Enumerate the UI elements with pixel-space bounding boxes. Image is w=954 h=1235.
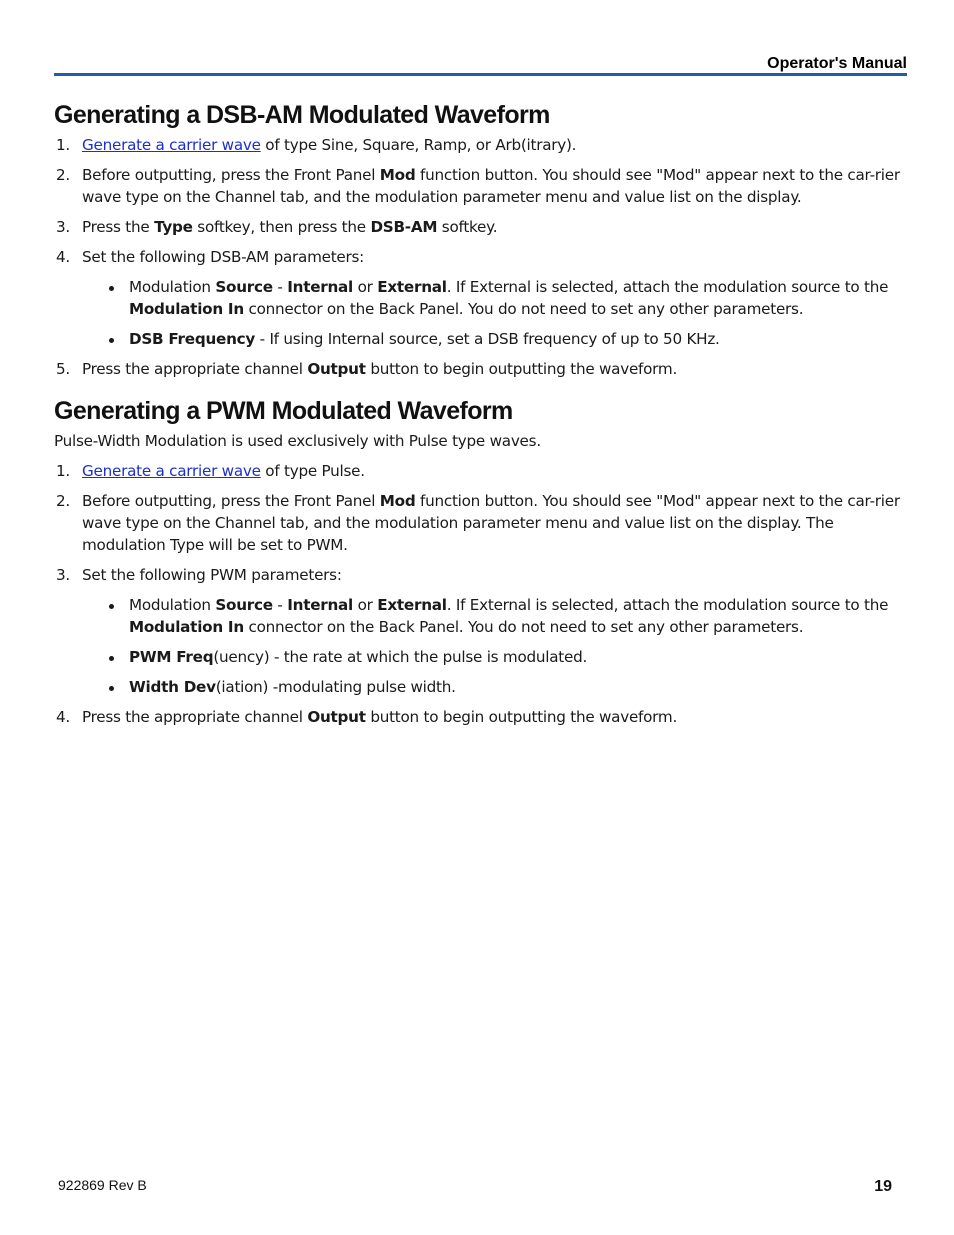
step-number: 1. — [56, 462, 70, 480]
list-item: 4. Set the following DSB-AM parameters: Modulation Source - Internal or External. If External is selected, attach the modulation source to the Modulation In connector on the Back Panel. You do not need to set any other parameters. DSB Frequency - If using Internal source, set a DSB frequency of up to 50 KHz. — [54, 246, 907, 350]
dsb-am-steps — [54, 134, 907, 380]
step-number: 1. — [56, 136, 70, 154]
step-number: 2. — [56, 166, 70, 184]
footer-page-number: 19 — [874, 1178, 892, 1195]
header-title: Operator's Manual — [767, 55, 907, 72]
pwm-intro: Pulse-Width Modulation is used exclusively with Pulse type waves. — [54, 432, 541, 450]
step-number: 3. — [56, 218, 70, 236]
list-item: 3. Set the following PWM parameters: Modulation Source - Internal or External. If External is selected, attach the modulation source to the Modulation In connector on the Back Panel. You do not need to set any other parameters. PWM Freq(uency) - the rate at which the pulse is modulated. Width Dev(iation) -modulating pulse width. — [54, 564, 907, 698]
page-content — [54, 96, 907, 736]
list-item: 3. Press the Type softkey, then press the DSB-AM softkey. — [56, 218, 498, 236]
list-item: 1. Generate a carrier wave of type Sine, Square, Ramp, or Arb(itrary). — [56, 136, 577, 154]
step-number: 4. — [56, 708, 70, 726]
list-item: 4. Press the appropriate channel Output button to begin outputting the waveform. — [56, 708, 678, 726]
list-item: 2. Before outputting, press the Front Panel Mod function button. You should see "Mod" appear next to the car-rier wave type on the Channel tab, and the modulation parameter menu and value list on the display. The modulation Type will be set to PWM. — [56, 492, 900, 554]
list-item: 2. Before outputting, press the Front Panel Mod function button. You should see "Mod" appear next to the car-rier wave type on the Channel tab, and the modulation parameter menu and value list on the display. — [56, 166, 900, 206]
list-item: Modulation Source - Internal or External. If External is selected, attach the modulation source to the Modulation In connector on the Back Panel. You do not need to set any other parameters. — [100, 276, 907, 320]
list-item: 1. Generate a carrier wave of type Pulse. — [56, 462, 365, 480]
list-item: DSB Frequency - If using Internal source, set a DSB frequency of up to 50 KHz. — [100, 328, 907, 350]
step-number: 2. — [56, 492, 70, 510]
pwm-heading: Generating a PWM Modulated Waveform — [54, 397, 513, 425]
step-number: 3. — [56, 566, 70, 584]
step-number: 5. — [56, 360, 70, 378]
list-item: Width Dev(iation) -modulating pulse width. — [100, 676, 907, 698]
generate-carrier-wave-link[interactable]: Generate a carrier wave — [82, 462, 261, 480]
generate-carrier-wave-link[interactable]: Generate a carrier wave — [82, 136, 261, 154]
pwm-steps — [54, 460, 907, 728]
list-item: 5. Press the appropriate channel Output button to begin outputting the waveform. — [56, 360, 678, 378]
list-item: PWM Freq(uency) - the rate at which the pulse is modulated. — [100, 646, 907, 668]
dsb-am-heading: Generating a DSB-AM Modulated Waveform — [54, 101, 550, 129]
dsb-am-parameter-list — [82, 276, 907, 350]
pwm-parameter-list — [82, 594, 907, 698]
step-number: 4. — [56, 248, 70, 266]
list-item: Modulation Source - Internal or External. If External is selected, attach the modulation source to the Modulation In connector on the Back Panel. You do not need to set any other parameters. — [100, 594, 907, 638]
header-rule — [54, 73, 907, 76]
footer-document-id: 922869 Rev B — [58, 1177, 147, 1193]
